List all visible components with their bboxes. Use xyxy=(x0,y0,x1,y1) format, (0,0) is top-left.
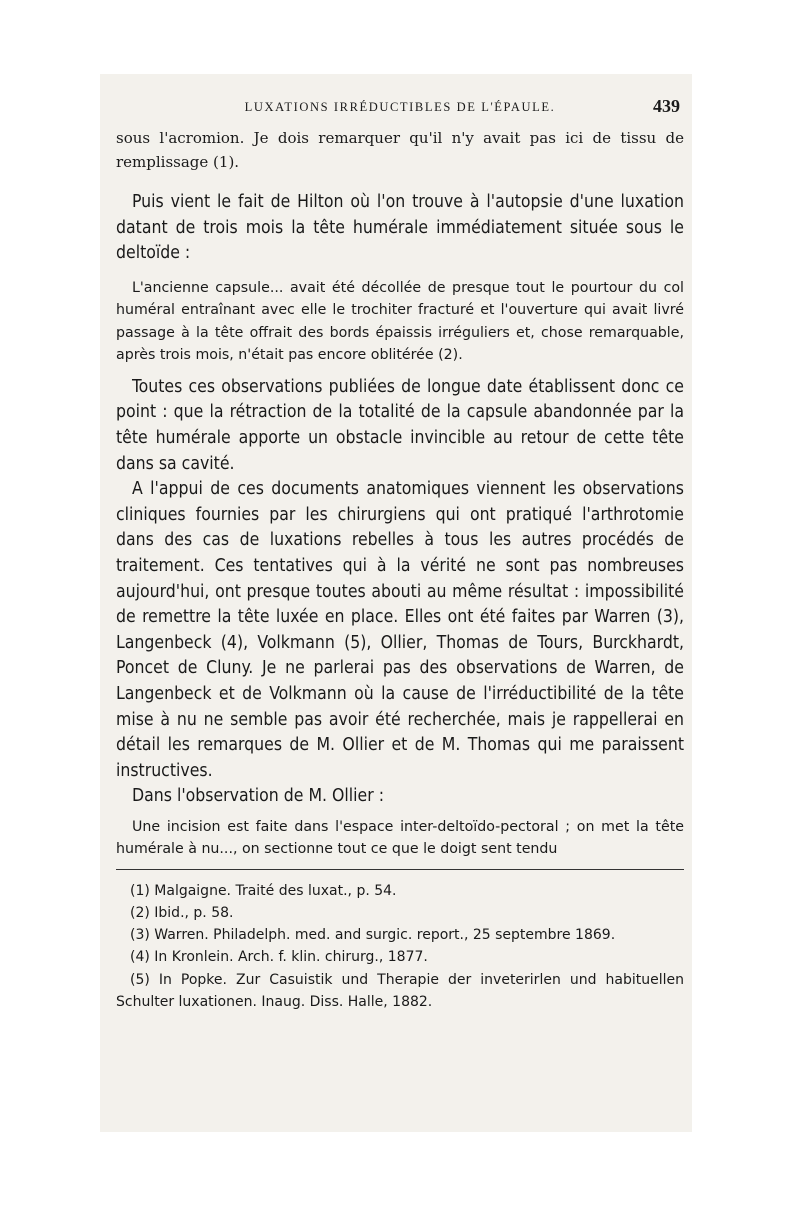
footnote-5: (5) In Popke. Zur Casuistik und Therapie der inveterirlen und habituellen Schulter luxationen. Inaug. Diss. Halle, 1882. xyxy=(116,971,684,1010)
footnotes xyxy=(116,880,684,1013)
paragraph-ollier-intro: Dans l'observation de M. Ollier : xyxy=(132,786,385,807)
page-number: 439 xyxy=(653,96,680,116)
footnote-4: (4) In Kronlein. Arch. f. klin. chirurg., 1877. xyxy=(130,949,428,966)
footnote-3: (3) Warren. Philadelph. med. and surgic. report., 25 septembre 1869. xyxy=(130,927,616,944)
running-title: LUXATIONS IRRÉDUCTIBLES DE L'ÉPAULE. xyxy=(244,100,556,114)
footnote-1: (1) Malgaigne. Traité des luxat., p. 54. xyxy=(130,882,397,899)
footnote-2: (2) Ibid., p. 58. xyxy=(130,905,234,922)
paragraph-clinical: A l'appui de ces documents anatomiques viennent les observations cliniques fournies par les chirurgiens qui ont pratiqué l'arthrotomie dans des cas de luxations rebelles à tous les autres procédés de traitement. Ces tentatives qui à la vérité ne sont pas nombreuses aujourd'hui, ont presque toutes abouti au même résultat : impossibilité de remettre la tête luxée en place. Elles ont été faites par Warren (3), Langenbeck (4), Volkmann (5), Ollier, Thomas de Tours, Burckhardt, Poncet de Cluny. Je ne parlerai pas des observations de Warren, de Langenbeck et de Volkmann où la cause de l'irréductibilité de la tête mise à nu ne semble pas avoir été recherchée, mais je rappellerai en détail les remarques de M. Ollier et de M. Thomas qui me paraissent instructives. xyxy=(116,479,684,781)
paragraph-conclusion: Toutes ces observations publiées de longue date établissent donc ce point : que la rétraction de la totalité de la capsule abandonnée par la tête humérale apporte un obstacle invincible au retour de cette tête dans sa cavité. xyxy=(116,376,684,474)
quote-hilton: L'ancienne capsule... avait été décollée de presque tout le pourtour du col huméral entraînant avec elle le trochiter fracturé et l'ouverture qui avait livré passage à la tête offrait des bords épaissis irréguliers et, chose remarquable, après trois mois, n'était pas encore oblitérée (2). xyxy=(116,279,684,364)
quote-ollier: Une incision est faite dans l'espace inter-deltoïdo-pectoral ; on met la tête humérale à nu..., on sectionne tout ce que le doigt sent tendu xyxy=(116,818,684,858)
page-column xyxy=(116,96,684,1013)
running-header xyxy=(116,96,684,126)
footnote-divider xyxy=(116,869,684,870)
paragraph-hilton: Puis vient le fait de Hilton où l'on trouve à l'autopsie d'une luxation datant de trois mois la tête humérale immédiatement située sous le deltoïde : xyxy=(116,192,684,264)
paragraph-continuation: sous l'acromion. Je dois remarquer qu'il n'y avait pas ici de tissu de remplissage (1). xyxy=(116,129,684,171)
